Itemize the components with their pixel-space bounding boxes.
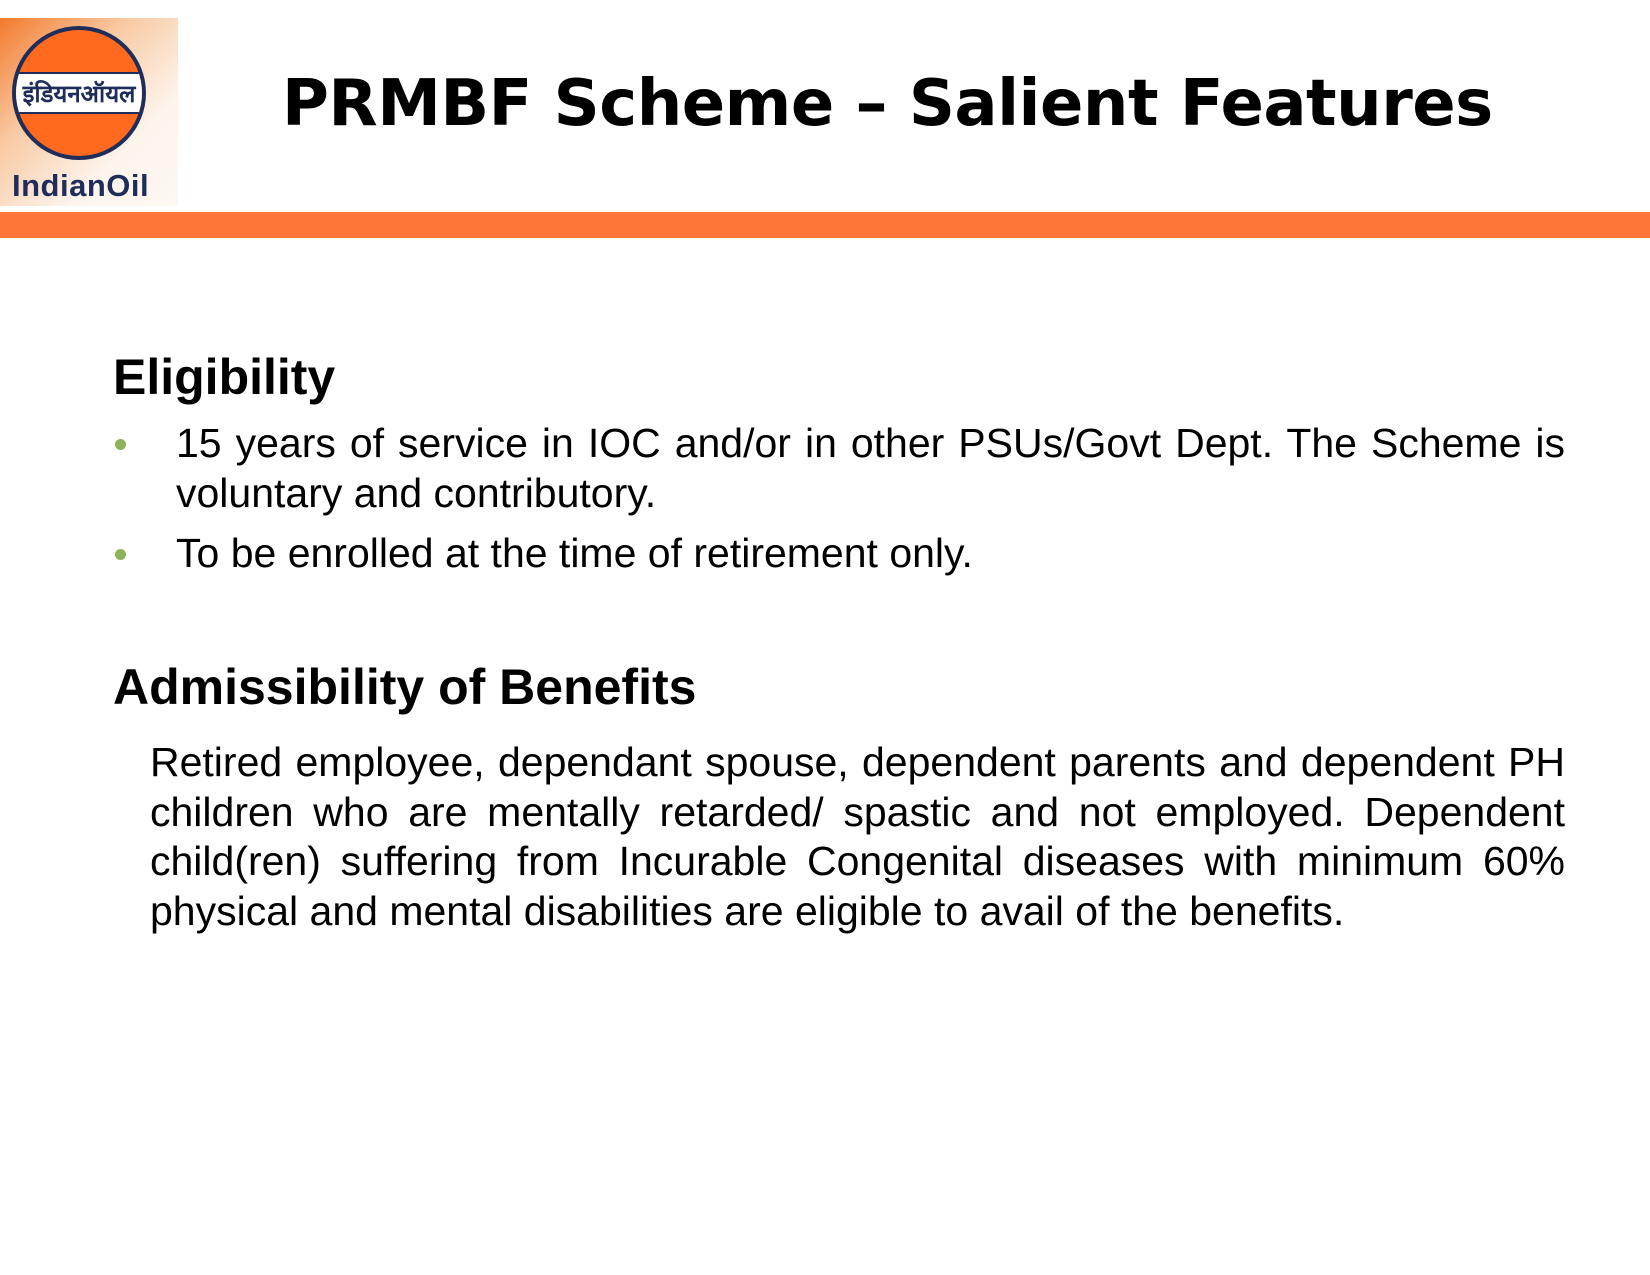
header-accent-bar xyxy=(0,212,1650,238)
logo-wordmark: IndianOil xyxy=(12,168,150,203)
page-title: PRMBF Scheme – Salient Features xyxy=(282,67,1493,141)
list-item xyxy=(110,528,1565,578)
eligibility-heading: Eligibility xyxy=(113,349,336,405)
slide-header xyxy=(0,0,1650,212)
logo-hindi-text: इंडियनऑयल xyxy=(22,80,136,108)
admissibility-text: Retired employee, dependant spouse, dependent parents and dependent PH children who are mentally retarded/ spastic and not employed. Dependent child(ren) suffering from Incurable Congenital diseases with minimum 60% physical and mental disabilities are eligible to avail of the benefits. xyxy=(150,739,1565,934)
indianoil-logo-emblem xyxy=(9,23,149,163)
bullet-icon xyxy=(115,549,126,560)
bullet-icon xyxy=(115,439,126,450)
eligibility-list xyxy=(110,418,1565,588)
list-item xyxy=(110,418,1565,518)
list-item-text: To be enrolled at the time of retirement only. xyxy=(176,530,973,576)
list-item-text: 15 years of service in IOC and/or in other PSUs/Govt Dept. The Scheme is voluntary and contributory. xyxy=(176,420,1565,516)
indianoil-logo xyxy=(0,18,178,206)
admissibility-heading: Admissibility of Benefits xyxy=(113,659,697,715)
